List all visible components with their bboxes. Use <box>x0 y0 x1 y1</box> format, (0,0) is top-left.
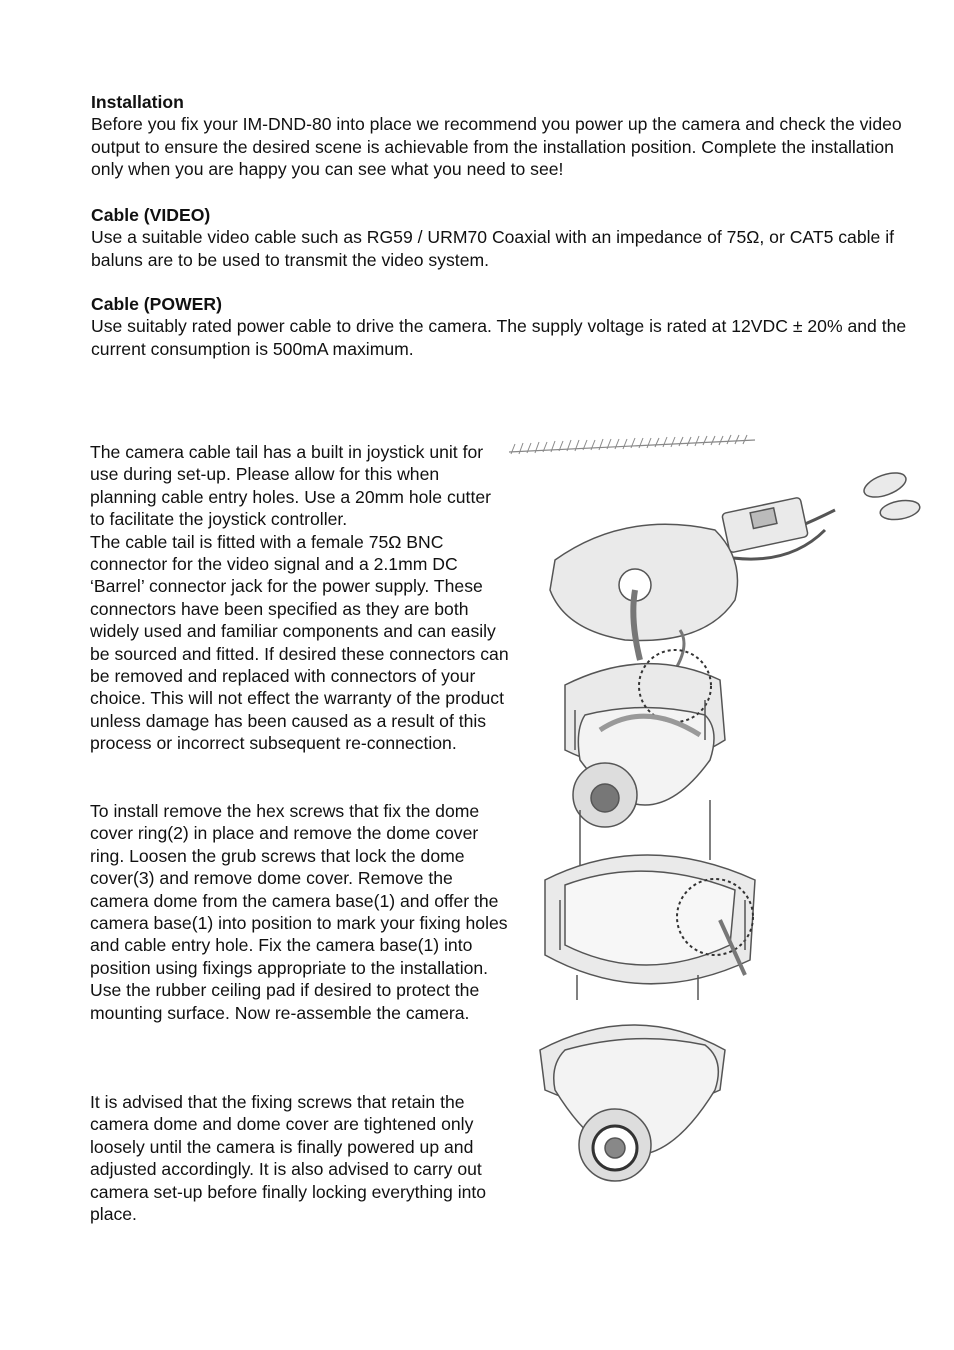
cable-power-section <box>91 293 921 360</box>
cable-video-section <box>91 204 921 271</box>
installation-body: Before you fix your IM-DND-80 into place we recommend you power up the camera and check the video output to ensure the desired scene is achievable from the installation position. Complete the installation only when you are happy you can see what you need to see! <box>91 114 902 179</box>
installation-section <box>91 91 921 180</box>
joystick-text: The camera cable tail has a built in joystick unit for use during set-up. Please allow for this when planning cable entry holes. Use a 20mm hole cutter to facilitate the joystick controller. <box>90 442 491 530</box>
advice-paragraph <box>90 1091 510 1225</box>
joystick-paragraph <box>90 441 510 755</box>
advice-text: It is advised that the fixing screws that retain the camera dome and dome cover are tightened only loosely until the camera is finally powered up and adjusted accordingly. It is also advised to carry out camera set-up before finally locking everything into place. <box>90 1092 487 1225</box>
connector-text: The cable tail is fitted with a female 75Ω BNC connector for the video signal and a 2.1mm DC ‘Barrel’ connector jack for the power supply. These connectors have been specified as they are both widely used and familiar components and can easily be sourced and fitted. If desired these connectors can be removed and replaced with connectors of your choice. This will not effect the warranty of the product unless damage has been caused as a result of this process or incorrect subsequent re-connection. <box>90 531 509 754</box>
cable-video-body: Use a suitable video cable such as RG59 / URM70 Coaxial with an impedance of 75Ω, or CAT5 cable if baluns are to be used to transmit the video system. <box>91 227 894 270</box>
install-steps-text: To install remove the hex screws that fix the dome cover ring(2) in place and remove the dome cover ring. Loosen the grub screws that lock the dome cover(3) and remove dome cover. Remove the camera dome from the camera base(1) and offer the camera base(1) into position to mark your fixing holes and cable entry hole. Fix the camera base(1) into position using fixings appropriate to the installation. Use the rubber ceiling pad if desired to protect the mounting surface. Now re-assemble the camera. <box>90 801 508 1023</box>
installation-heading: Installation <box>91 92 184 112</box>
dome-camera-exploded-diagram-icon <box>505 430 925 1220</box>
cable-video-heading: Cable (VIDEO) <box>91 205 211 225</box>
cable-power-body: Use suitably rated power cable to drive the camera. The supply voltage is rated at 12VDC ± 20% and the current consumption is 500mA maximum. <box>91 316 907 359</box>
install-steps-paragraph <box>90 800 510 1024</box>
cable-power-heading: Cable (POWER) <box>91 294 222 314</box>
